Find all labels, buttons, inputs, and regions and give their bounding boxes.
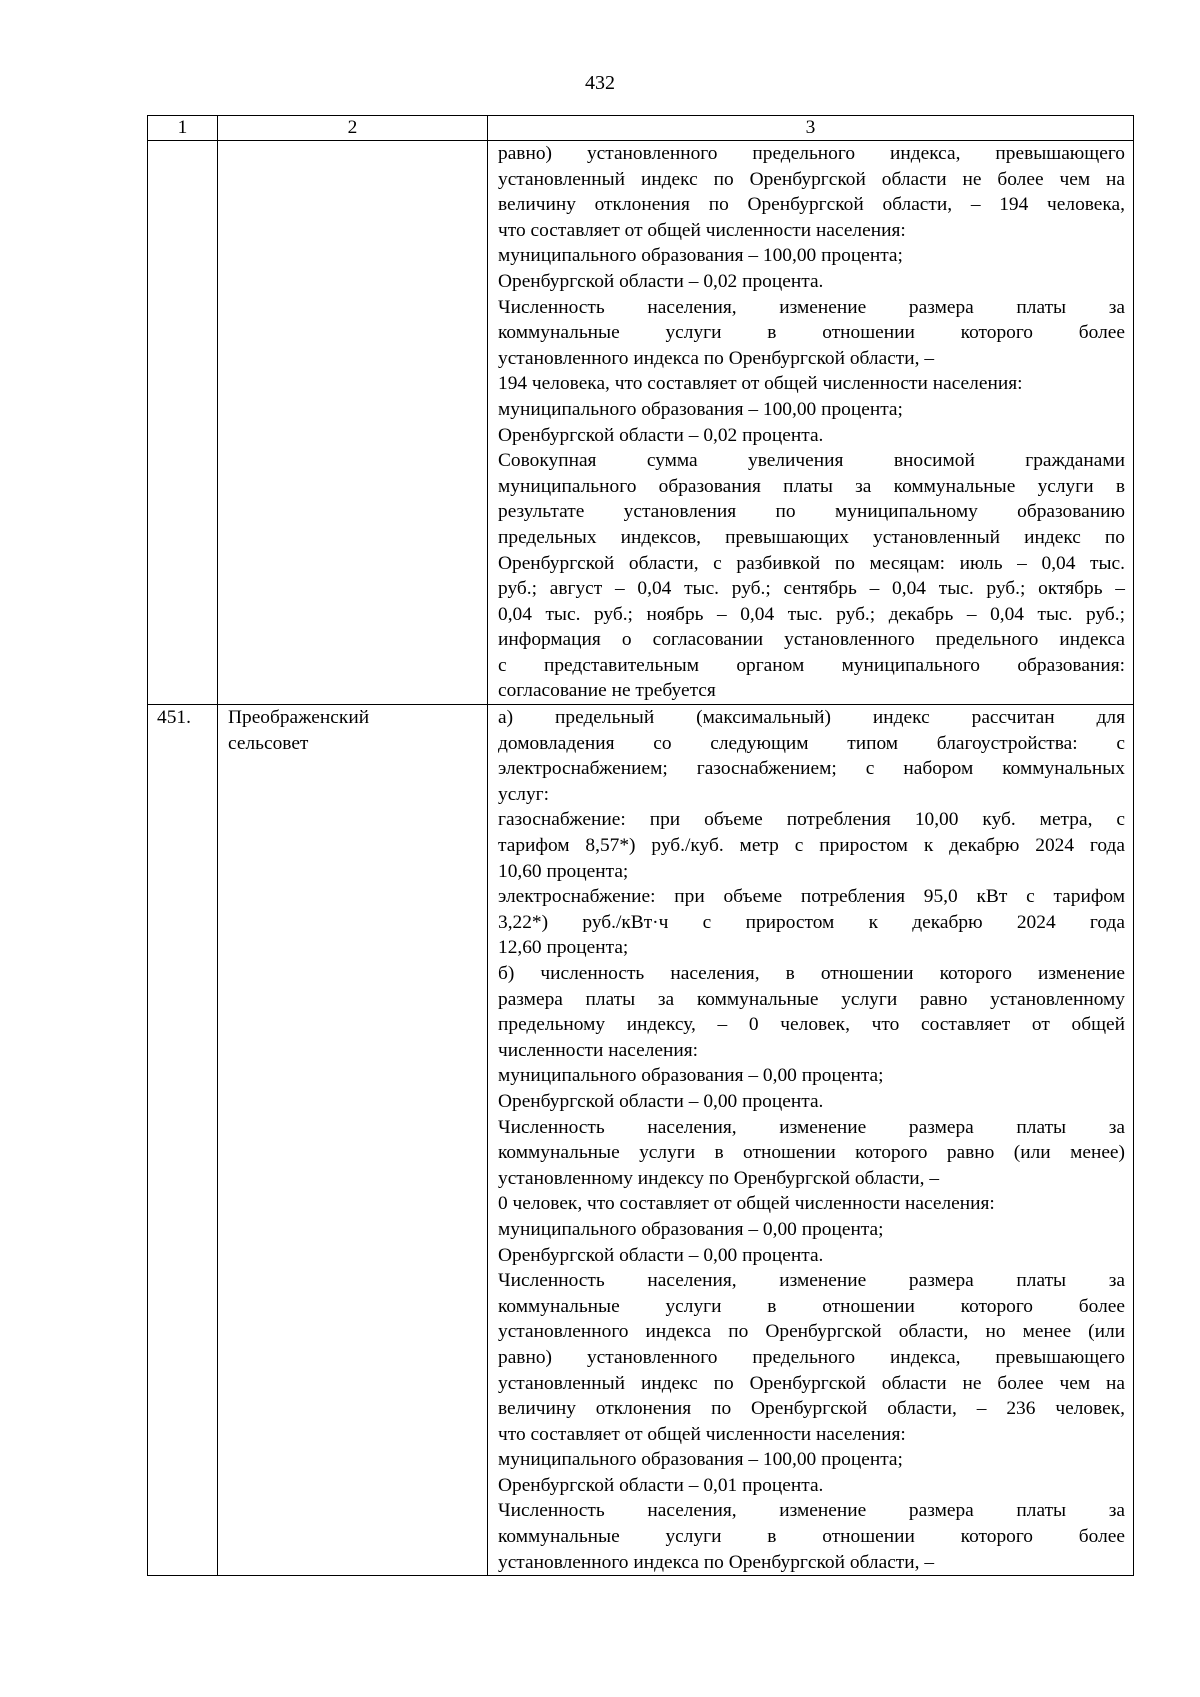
table-row-451 <box>148 705 1134 1576</box>
municipality-cell <box>218 705 488 1576</box>
text-line: установленный индекс по Оренбургской области не более чем на <box>498 1372 1125 1394</box>
text-line: величину отклонения по Оренбургской области, – 236 человек, <box>498 1398 1125 1420</box>
table-row-continuation <box>148 141 1134 705</box>
header-col-1: 1 <box>148 116 218 141</box>
description-cell <box>488 141 1134 705</box>
text-line: установленного индекса по Оренбургской области, но менее (или <box>498 1321 1125 1343</box>
continuation-text <box>498 141 1125 704</box>
row-number-cell <box>148 141 218 705</box>
header-col-3: 3 <box>488 116 1134 141</box>
text-line: установленного индекса по Оренбургской области, – <box>498 347 935 369</box>
text-line: 0 человек, что составляет от общей численности населения: <box>498 1193 995 1215</box>
text-line: Оренбургской области – 0,01 процента. <box>498 1474 824 1496</box>
table-header-row <box>148 116 1134 141</box>
text-line: муниципального образования платы за коммунальные услуги в <box>498 475 1125 497</box>
text-line: услуг: <box>498 783 550 805</box>
row-number-cell <box>148 705 218 1576</box>
text-line: согласование не требуется <box>498 680 716 702</box>
text-line: равно) установленного предельного индекса, превышающего <box>498 143 1125 164</box>
text-line: предельных индексов, превышающих установленный индекс по <box>498 526 1125 548</box>
text-line: коммунальные услуги в отношении которого более <box>498 322 1125 344</box>
text-line: б) численность населения, в отношении которого изменение <box>498 963 1125 984</box>
text-line: 0,04 тыс. руб.; ноябрь – 0,04 тыс. руб.; декабрь – 0,04 тыс. руб.; <box>498 603 1125 625</box>
text-line: тарифом 8,57*) руб./куб. метр с приростом к декабрю 2024 года <box>498 835 1125 857</box>
text-line: 12,60 процента; <box>498 937 629 959</box>
text-line: муниципального образования – 0,00 процента; <box>498 1218 884 1240</box>
text-line: размера платы за коммунальные услуги равно установленному <box>498 988 1125 1010</box>
text-line: Совокупная сумма увеличения вносимой гражданами <box>498 450 1125 472</box>
text-line: Оренбургской области – 0,00 процента. <box>498 1090 824 1112</box>
text-line: 194 человека, что составляет от общей численности населения: <box>498 373 1023 395</box>
text-line: 3,22*) руб./кВт·ч с приростом к декабрю 2024 года <box>498 911 1125 933</box>
text-line: с представительным органом муниципального образования: <box>498 654 1125 676</box>
text-line: руб.; август – 0,04 тыс. руб.; сентябрь – 0,04 тыс. руб.; октябрь – <box>498 578 1125 600</box>
text-line: коммунальные услуги в отношении которого более <box>498 1526 1125 1548</box>
text-line: муниципального образования – 100,00 процента; <box>498 1449 903 1471</box>
text-line: Численность населения, изменение размера платы за <box>498 296 1125 318</box>
text-line: а) предельный (максимальный) индекс рассчитан для <box>498 707 1125 729</box>
text-line: Численность населения, изменение размера платы за <box>498 1116 1125 1138</box>
text-line: электроснабжением; газоснабжением; с набором коммунальных <box>498 758 1125 780</box>
text-line: домовладения со следующим типом благоустройства: с <box>498 732 1125 754</box>
text-line: электроснабжение: при объеме потребления 95,0 кВт с тарифом <box>498 886 1125 908</box>
municipality-name-line: Преображенский <box>228 707 370 729</box>
municipality-cell <box>218 141 488 705</box>
text-line: муниципального образования – 100,00 процента; <box>498 398 903 420</box>
text-line: коммунальные услуги в отношении которого равно (или менее) <box>498 1142 1125 1164</box>
text-line: установленного индекса по Оренбургской области, – <box>498 1551 935 1573</box>
text-line: Численность населения, изменение размера платы за <box>498 1270 1125 1292</box>
text-line: величину отклонения по Оренбургской области, – 194 человека, <box>498 194 1125 216</box>
page-number: 432 <box>585 72 615 94</box>
text-line: 10,60 процента; <box>498 860 629 882</box>
text-line: установленному индексу по Оренбургской области, – <box>498 1167 940 1189</box>
header-col-2: 2 <box>218 116 488 141</box>
indices-table <box>147 115 1134 1576</box>
text-line: Оренбургской области – 0,00 процента. <box>498 1244 824 1266</box>
text-line: численности населения: <box>498 1039 699 1061</box>
row-451-text <box>498 705 1125 1575</box>
text-line: Оренбургской области – 0,02 процента. <box>498 270 824 292</box>
description-cell <box>488 705 1134 1576</box>
text-line: газоснабжение: при объеме потребления 10,00 куб. метра, с <box>498 809 1125 831</box>
text-line: предельному индексу, – 0 человек, что составляет от общей <box>498 1014 1125 1036</box>
text-line: что составляет от общей численности населения: <box>498 219 906 241</box>
text-line: коммунальные услуги в отношении которого более <box>498 1295 1125 1317</box>
text-line: муниципального образования – 100,00 процента; <box>498 245 903 267</box>
text-line: Оренбургской области – 0,02 процента. <box>498 424 824 446</box>
text-line: что составляет от общей численности населения: <box>498 1423 906 1445</box>
text-line: Численность населения, изменение размера платы за <box>498 1500 1125 1522</box>
text-line: информация о согласовании установленного предельного индекса <box>498 629 1125 651</box>
municipality-name-line: сельсовет <box>228 732 309 754</box>
text-line: муниципального образования – 0,00 процента; <box>498 1065 884 1087</box>
text-line: Оренбургской области, с разбивкой по месяцам: июль – 0,04 тыс. <box>498 552 1125 574</box>
row-number: 451. <box>157 707 191 729</box>
text-line: равно) установленного предельного индекса, превышающего <box>498 1346 1125 1368</box>
text-line: результате установления по муниципальному образованию <box>498 501 1125 523</box>
text-line: установленный индекс по Оренбургской области не более чем на <box>498 168 1125 190</box>
